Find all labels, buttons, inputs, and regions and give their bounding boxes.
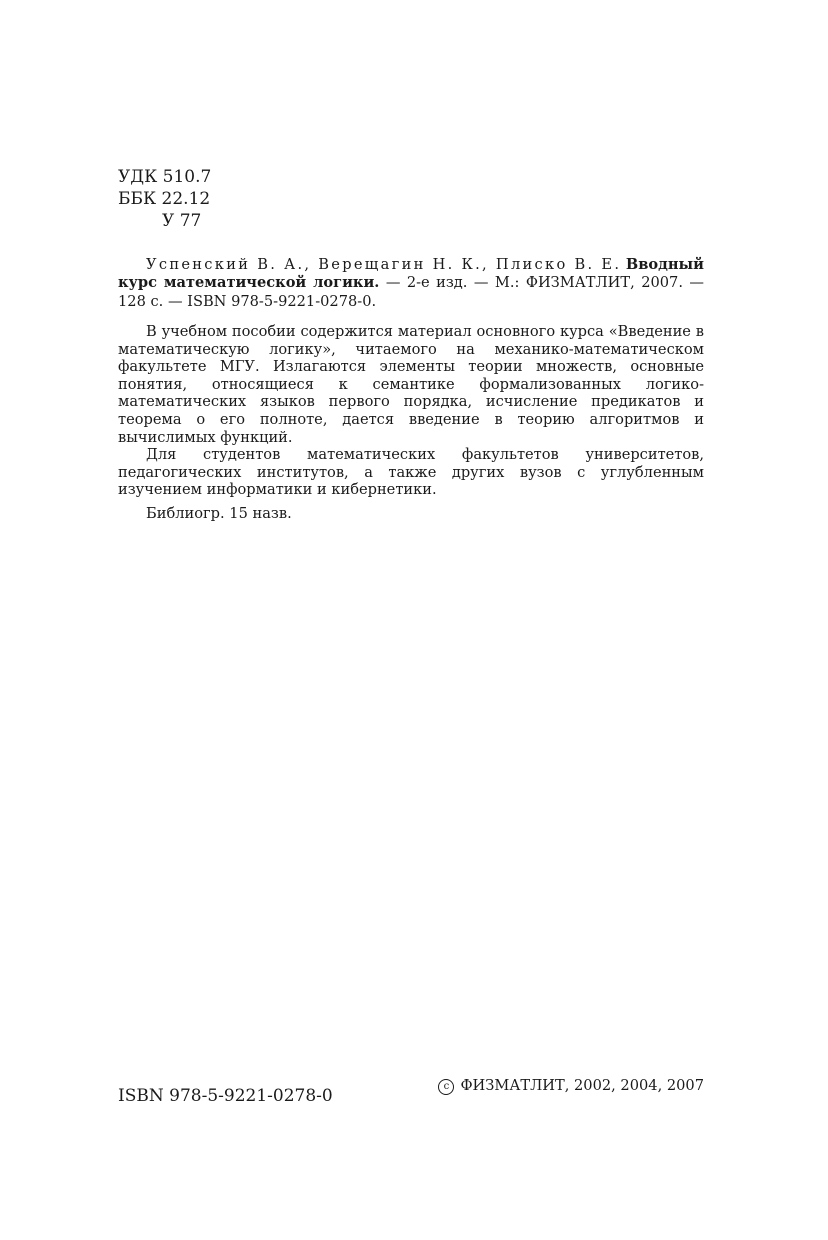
audience-paragraph: Для студентов математических факультетов университетов, педагогических институтов, а также других вузов с углубленным изучением информатики и кибернетики. — [118, 446, 704, 499]
copyright-text: ФИЗМАТЛИТ, 2002, 2004, 2007 — [460, 1077, 704, 1094]
bibliographic-record — [118, 256, 704, 311]
annotation — [118, 323, 704, 523]
copyright-icon: c — [438, 1079, 454, 1095]
record-title: Вводный курс математической логики. — [118, 256, 704, 292]
record-authors: Успенский В. А., Верещагин Н. К., Плиско В. Е. — [146, 256, 622, 273]
record-imprint: — 2-е изд. — М.: ФИЗМАТЛИТ, 2007. — 128 с. — ISBN 978-5-9221-0278-0. — [118, 274, 705, 310]
annotation-paragraph: В учебном пособии содержится материал основного курса «Введение в математическую логику», читаемого на механико-математическом факультете МГУ. Излагаются элементы теории множеств, основные понятия, относящиеся к семантике формализованных логико-математических языков первого порядка, исчисление предикатов и теорема о его полноте, дается введение в теорию алгоритмов и вычислимых функций. — [118, 323, 704, 446]
author-mark: У 77 — [162, 211, 202, 231]
udk-code: УДК 510.7 — [118, 167, 212, 187]
bibliography-note: Библиогр. 15 назв. — [146, 504, 292, 522]
copyright-notice — [438, 1076, 704, 1096]
classification-codes — [118, 166, 211, 232]
isbn-footer: ISBN 978-5-9221-0278-0 — [118, 1086, 333, 1106]
bbk-code: ББК 22.12 — [118, 189, 211, 209]
